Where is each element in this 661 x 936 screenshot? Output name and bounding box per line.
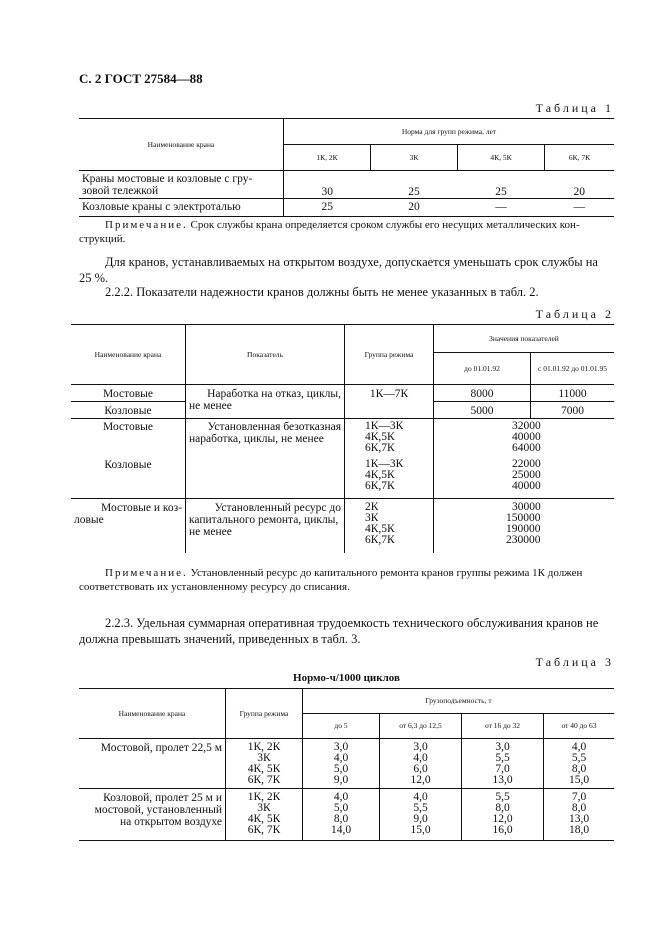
table2-group: 4К,5К (365, 468, 395, 481)
table3-capacity-header: от 6,3 до 12,5 (380, 714, 462, 739)
table3-group: 3К (257, 802, 271, 814)
table1-cell: 25 (408, 186, 420, 198)
table2-col-before: до 01.01.92 (434, 353, 531, 385)
table2-r2-name: Козловые (104, 405, 152, 417)
table1-cell: — (458, 199, 545, 217)
paragraph-2-2-2: 2.2.2. Показатели надежности кранов должны быть не менее указанных в табл. 2. (105, 285, 539, 299)
table1-group-header: 1К, 2К (284, 145, 371, 171)
table2-group: 6К,7К (365, 479, 395, 492)
table-row (79, 199, 614, 217)
table3-cell: 15,0 (410, 824, 431, 836)
table1-cell: 25 (284, 199, 371, 217)
table3-capacity-header: до 5 (303, 714, 380, 739)
table3-cell: 4,0 (413, 752, 428, 764)
table-row: Мостовые и коз- ловые Установленный ресурс до капитального ремонта, циклы, не менее 2К 3К 4К,5К 6К,7К 30000 150000 190000 230000 (71, 499, 614, 553)
table1-col-name: Наименование крана (79, 119, 284, 171)
table3-cell: 13,0 (492, 774, 513, 786)
table2-r12-indicator: Наработка на отказ, циклы, (207, 388, 341, 400)
table3-capacity-header: от 16 до 32 (462, 714, 544, 739)
table3-cell: 12,0 (492, 813, 513, 825)
table3-cell: 8,0 (571, 802, 587, 814)
table2-note: Примечание. Установленный ресурс до капитального ремонта кранов группы режима 1К должен соответствовать их установленному ресурсу до списания. (79, 567, 583, 593)
table3-cell: 4,0 (413, 791, 428, 803)
table3-cell: 5,5 (495, 752, 510, 764)
table2-group: 6К,7К (365, 442, 395, 454)
table2-cell: 7000 (531, 402, 615, 419)
table3-row1-name: Мостовой, пролет 22,5 м (100, 742, 222, 754)
table-row: Мостовые Установленная безотказная наработка, циклы, не менее 1К—3К 4К,5К 6К,7К 32000 40000 64000 (71, 419, 614, 459)
table3-cell: 9,0 (333, 774, 349, 786)
table3-cell: 5,5 (571, 752, 587, 764)
table2-cell: 230000 (506, 534, 541, 546)
table1 (79, 118, 614, 217)
table3-units: Нормо-ч/1000 циклов (293, 672, 400, 684)
table-row: Мостовые Наработка на отказ, циклы, не менее 1К—7К 8000 11000 (71, 385, 614, 402)
table3-group: 4К, 5К (247, 813, 281, 825)
table2-group: 2К (365, 501, 379, 513)
table2-cell: 150000 (506, 512, 541, 524)
table3-group: 6К, 7К (247, 774, 281, 786)
table2-cell: 32000 (512, 420, 541, 432)
table2-group: 1К—3К (365, 420, 404, 432)
table3-group: 4К, 5К (247, 763, 281, 775)
table2-col-group: Группа режима (345, 325, 434, 385)
paragraph-2-2-3: 2.2.3. Удельная суммарная оперативная трудоемкость технического обслуживания кранов не должна превышать значений, приведенных в табл. 3. (79, 616, 599, 646)
table2-group: 4К,5К (365, 431, 395, 443)
table1-group-header: 4К, 5К (458, 145, 545, 171)
table2-cell: 25000 (512, 468, 541, 481)
table2-caption: Таблица 2 (535, 307, 614, 321)
table3-cell: 6,0 (413, 763, 428, 775)
table3-group: 1К, 2К (247, 791, 281, 803)
table2-col-name: Наименование крана (71, 325, 186, 385)
table3-cell: 8,0 (495, 802, 510, 814)
table1-col-group: Норма для групп режима, лет (284, 119, 615, 145)
table2-col-after: с 01.01.92 до 01.01.95 (531, 353, 615, 385)
table3-cell: 7,0 (571, 791, 587, 803)
table2-group: 3К (365, 512, 379, 524)
table2-group: 1К—3К (365, 457, 404, 470)
table3-group: 1К, 2К (247, 741, 281, 753)
table1-row2-name: Козловые краны с электроталью (79, 199, 284, 217)
table3-cell: 12,0 (410, 774, 431, 786)
table2-col-indicator: Показатель (186, 325, 345, 385)
table3-cell: 3,0 (333, 741, 349, 753)
table3-cell: 7,0 (495, 763, 510, 775)
table3-cell: 5,0 (333, 763, 349, 775)
table3-cell: 14,0 (330, 824, 352, 836)
table2-cell: 64000 (512, 442, 541, 454)
table2 (71, 324, 614, 553)
table2-cell: 190000 (506, 523, 541, 535)
table3-cell: 4,0 (333, 752, 349, 764)
table3-cell: 9,0 (413, 813, 428, 825)
table3-col-name: Наименование крана (79, 689, 226, 739)
table3-cell: 5,5 (413, 802, 428, 814)
table3-capacity-header: от 40 до 63 (544, 714, 615, 739)
table-row: Краны мостовые и козловые с гру- зовой тележкой 30 25 25 20 (79, 171, 614, 199)
table1-group-header: 3К (371, 145, 458, 171)
table3-col-capacity: Грузоподъемность, т (303, 689, 615, 714)
table-row (79, 739, 614, 789)
table1-cell: 20 (573, 186, 585, 198)
table2-r5-indicator: Установленный ресурс до (214, 502, 341, 514)
table3-group: 3К (257, 752, 271, 764)
table3-cell: 3,0 (495, 741, 510, 753)
table3-col-group: Группа режима (226, 689, 303, 739)
table2-r34-indicator: Установленная безотказная (207, 421, 341, 433)
table2-r3-name: Мостовые (71, 419, 186, 459)
table2-col-values: Значения показателей (434, 325, 615, 353)
table3-cell: 15,0 (568, 774, 590, 786)
table1-caption: Таблица 1 (535, 101, 614, 115)
table2-cell: 11000 (531, 385, 615, 402)
table3-cell: 8,0 (571, 763, 587, 775)
table3-cell: 4,0 (333, 791, 349, 803)
page-header: С. 2 ГОСТ 27584—88 (79, 71, 203, 86)
table2-group: 4К,5К (365, 523, 395, 535)
table3 (79, 688, 614, 841)
table3-cell: 3,0 (413, 741, 428, 753)
table3-cell: 5,0 (333, 802, 349, 814)
table2-cell: 40000 (512, 479, 541, 492)
table3-group: 6К, 7К (247, 824, 281, 836)
table1-cell: — (545, 199, 615, 217)
table2-cell: 40000 (512, 431, 541, 443)
table3-cell: 5,5 (495, 791, 510, 803)
table3-cell: 4,0 (571, 741, 587, 753)
table2-cell: 30000 (512, 501, 541, 513)
table2-r4-name: Козловые (104, 458, 152, 471)
table3-cell: 13,0 (568, 813, 590, 825)
table1-cell: 30 (284, 171, 371, 199)
table3-row2-name: Козловой, пролет 25 м и (103, 792, 222, 804)
table1-cell: 25 (495, 186, 507, 198)
table2-r5-name: Мостовые и коз- (101, 502, 182, 514)
table3-caption: Таблица 3 (535, 655, 614, 669)
table1-row1-name: Краны мостовые и козловые с гру- (82, 173, 253, 185)
table3-cell: 8,0 (333, 813, 349, 825)
paragraph-open-air: Для кранов, устанавливаемых на открытом воздухе, допускается уменьшать срок службы на 25 %. (79, 255, 598, 285)
table2-cell: 5000 (434, 402, 531, 419)
table2-r1-name: Мостовые (71, 385, 186, 402)
table3-cell: 16,0 (492, 824, 513, 836)
table1-group-header: 6К, 7К (545, 145, 615, 171)
table2-r12-group: 1К—7К (345, 385, 434, 419)
table2-group: 6К,7К (365, 534, 395, 546)
table2-cell: 22000 (512, 457, 541, 470)
table-row: Козловой, пролет 25 м и мостовой, установленный на открытом воздухе 1К, 2К 3К 4К, 5К 6К, 7К 4,0 5,0 8,0 14,0 4,0 5,5 9,0 15,0 5,5 8,0 12,0 16,0 7,0 8,0 13,0 18,0 (79, 789, 614, 841)
table1-note: Примечание. Срок службы крана определяется сроком службы его несущих металлических кон- струкций. (79, 219, 580, 245)
table1-cell: 20 (371, 199, 458, 217)
table3-cell: 18,0 (568, 824, 590, 836)
table2-cell: 8000 (434, 385, 531, 402)
